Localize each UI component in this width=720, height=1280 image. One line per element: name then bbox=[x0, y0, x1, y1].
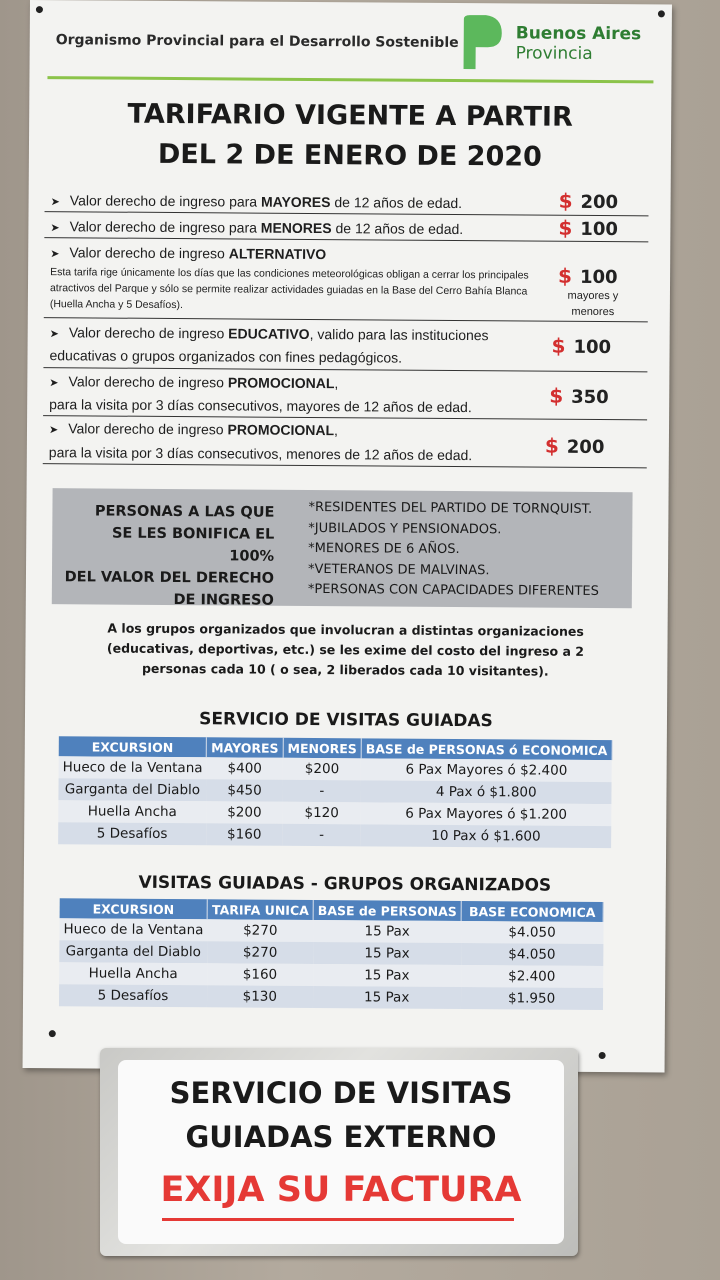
groups-note: A los grupos organizados que involucran a distintas organizaciones (educativas, deportivas, etc.) se les exime del costo del ingreso a 2 personas cada 10 ( o sea, 2 liberados cada 10 visitantes). bbox=[106, 620, 585, 679]
rate-price: $ 200 bbox=[558, 188, 619, 214]
table-cell: Garganta del Diablo bbox=[59, 940, 207, 963]
header-divider bbox=[47, 76, 653, 83]
arrow-icon: ➤ bbox=[49, 328, 59, 341]
arrow-icon: ➤ bbox=[50, 248, 60, 261]
exemption-list bbox=[308, 498, 629, 603]
list-item: *VETERANOS DE MALVINAS. bbox=[307, 561, 490, 578]
column-header: BASE ECONOMICA bbox=[461, 901, 603, 922]
column-header: MAYORES bbox=[207, 737, 283, 758]
table-row bbox=[58, 822, 611, 848]
table-cell: $4.050 bbox=[461, 921, 603, 944]
rate-text: ➤ Valor derecho de ingreso ALTERNATIVO bbox=[50, 244, 327, 263]
table-cell: 15 Pax bbox=[313, 986, 461, 1009]
page-title bbox=[29, 94, 672, 178]
table-cell: 15 Pax bbox=[313, 920, 461, 943]
rate-text-line2: para la visita por 3 días consecutivos, mayores de 12 años de edad. bbox=[49, 396, 472, 416]
table-cell: Hueco de la Ventana bbox=[59, 918, 207, 941]
sign-underline bbox=[162, 1218, 514, 1221]
rate-price-note: mayores y menores bbox=[567, 289, 619, 319]
screw-icon bbox=[49, 1030, 56, 1037]
table-cell: $120 bbox=[283, 802, 361, 825]
column-header: MENORES bbox=[283, 738, 361, 759]
table-cell: Hueco de la Ventana bbox=[59, 756, 207, 779]
rate-row bbox=[44, 238, 649, 322]
rate-text-line2: educativas o grupos organizados con fines pedagógicos. bbox=[49, 347, 403, 366]
rate-row bbox=[43, 318, 647, 372]
rate-text: ➤ Valor derecho de ingreso PROMOCIONAL, bbox=[49, 373, 339, 392]
organized-table bbox=[59, 898, 604, 1010]
table-cell: $2.400 bbox=[461, 965, 603, 988]
table-cell: $270 bbox=[207, 941, 313, 964]
table-cell: $450 bbox=[206, 779, 282, 802]
rate-text: ➤ Valor derecho de ingreso para MENORES de 12 años de edad. bbox=[50, 218, 464, 238]
logo-line2: Provincia bbox=[515, 43, 593, 64]
list-item: *MENORES DE 6 AÑOS. bbox=[308, 540, 460, 558]
rate-text-line2: para la visita por 3 días consecutivos, menores de 12 años de edad. bbox=[48, 444, 473, 464]
table-cell: $400 bbox=[206, 757, 282, 780]
poster-header bbox=[29, 0, 672, 94]
organized-section-title: VISITAS GUIADAS - GRUPOS ORGANIZADOS bbox=[138, 872, 552, 896]
external-guide-sign bbox=[100, 1048, 578, 1256]
rate-price: $ 200 bbox=[544, 433, 605, 459]
sign-panel bbox=[118, 1060, 564, 1244]
table-cell: - bbox=[282, 824, 360, 847]
table-cell: 10 Pax ó $1.600 bbox=[361, 824, 612, 848]
table-cell: 5 Desafíos bbox=[58, 822, 206, 845]
table-cell: 6 Pax Mayores ó $2.400 bbox=[361, 758, 612, 782]
tariff-poster bbox=[23, 0, 672, 1072]
table-cell: $160 bbox=[206, 823, 282, 846]
column-header: BASE de PERSONAS ó ECONOMICA bbox=[361, 738, 612, 760]
province-map-icon bbox=[460, 13, 504, 71]
table-cell: $200 bbox=[283, 758, 361, 781]
column-header: BASE de PERSONAS bbox=[313, 900, 461, 921]
table-cell: Huella Ancha bbox=[59, 962, 207, 985]
screw-icon bbox=[599, 1052, 606, 1059]
table-cell: $200 bbox=[206, 801, 282, 824]
exemption-heading: PERSONAS A LAS QUE SE LES BONIFICA EL 100% DEL VALOR DEL DERECHO DE INGRESO bbox=[64, 503, 275, 609]
table-cell: - bbox=[283, 780, 361, 803]
list-item: *PERSONAS CON CAPACIDADES DIFERENTES bbox=[307, 581, 599, 599]
guided-section-title: SERVICIO DE VISITAS GUIADAS bbox=[199, 709, 493, 732]
guided-table bbox=[58, 736, 612, 848]
rate-text: ➤ Valor derecho de ingreso PROMOCIONAL, bbox=[48, 420, 339, 439]
table-cell: $1.950 bbox=[461, 987, 603, 1010]
rate-price: $ 350 bbox=[549, 383, 609, 409]
arrow-icon: ➤ bbox=[48, 424, 59, 437]
list-item: *JUBILADOS Y PENSIONADOS. bbox=[308, 520, 502, 537]
rate-price: $ 100 bbox=[558, 263, 618, 289]
arrow-icon: ➤ bbox=[50, 196, 60, 209]
sign-warning: EXIJA SU FACTURA bbox=[160, 1170, 522, 1210]
province-logo bbox=[459, 11, 659, 76]
table-cell: 15 Pax bbox=[313, 964, 461, 987]
column-header: TARIFA UNICA bbox=[208, 899, 314, 920]
organization-name: Organismo Provincial para el Desarrollo Sostenible bbox=[55, 32, 459, 51]
table-cell: $130 bbox=[207, 985, 313, 1008]
rate-row bbox=[43, 416, 647, 468]
table-cell: 6 Pax Mayores ó $1.200 bbox=[361, 802, 612, 826]
table-cell: 15 Pax bbox=[313, 942, 461, 965]
table-cell: 5 Desafíos bbox=[59, 984, 207, 1007]
sign-line2: GUIADAS EXTERNO bbox=[185, 1120, 497, 1154]
logo-line1: Buenos Aires bbox=[515, 23, 642, 45]
table-cell: 4 Pax ó $1.800 bbox=[361, 780, 612, 804]
title-line2: DEL 2 DE ENERO DE 2020 bbox=[157, 138, 542, 173]
rate-text: ➤ Valor derecho de ingreso para MAYORES de 12 años de edad. bbox=[50, 192, 463, 212]
rate-price: $ 100 bbox=[558, 215, 618, 241]
arrow-icon: ➤ bbox=[49, 377, 59, 390]
rate-note: Esta tarifa rige únicamente los días que las condiciones meteorológicas obligan a cerrar los principales atractivos del Parque y sólo se permite realizar actividades guiadas en la Base del Cerro Bahía Blanca (Huella Ancha y 5 Desafíos). bbox=[49, 266, 529, 312]
rate-price: $ 100 bbox=[551, 333, 612, 359]
list-item: *RESIDENTES DEL PARTIDO DE TORNQUIST. bbox=[308, 499, 593, 517]
rate-text: ➤ Valor derecho de ingreso EDUCATIVO, valido para las instituciones bbox=[49, 324, 489, 344]
table-cell: Garganta del Diablo bbox=[58, 778, 206, 801]
sign-line1: SERVICIO DE VISITAS bbox=[169, 1076, 513, 1110]
title-line1: TARIFARIO VIGENTE A PARTIR bbox=[127, 98, 573, 133]
table-row bbox=[59, 984, 603, 1010]
column-header: EXCURSION bbox=[60, 898, 208, 919]
table-cell: $160 bbox=[207, 963, 313, 986]
column-header: EXCURSION bbox=[59, 736, 207, 757]
rate-row bbox=[43, 368, 647, 420]
table-cell: $4.050 bbox=[461, 943, 603, 966]
table-cell: $270 bbox=[207, 919, 313, 942]
table-cell: Huella Ancha bbox=[58, 800, 206, 823]
exemption-box bbox=[52, 488, 633, 608]
arrow-icon: ➤ bbox=[50, 222, 60, 235]
